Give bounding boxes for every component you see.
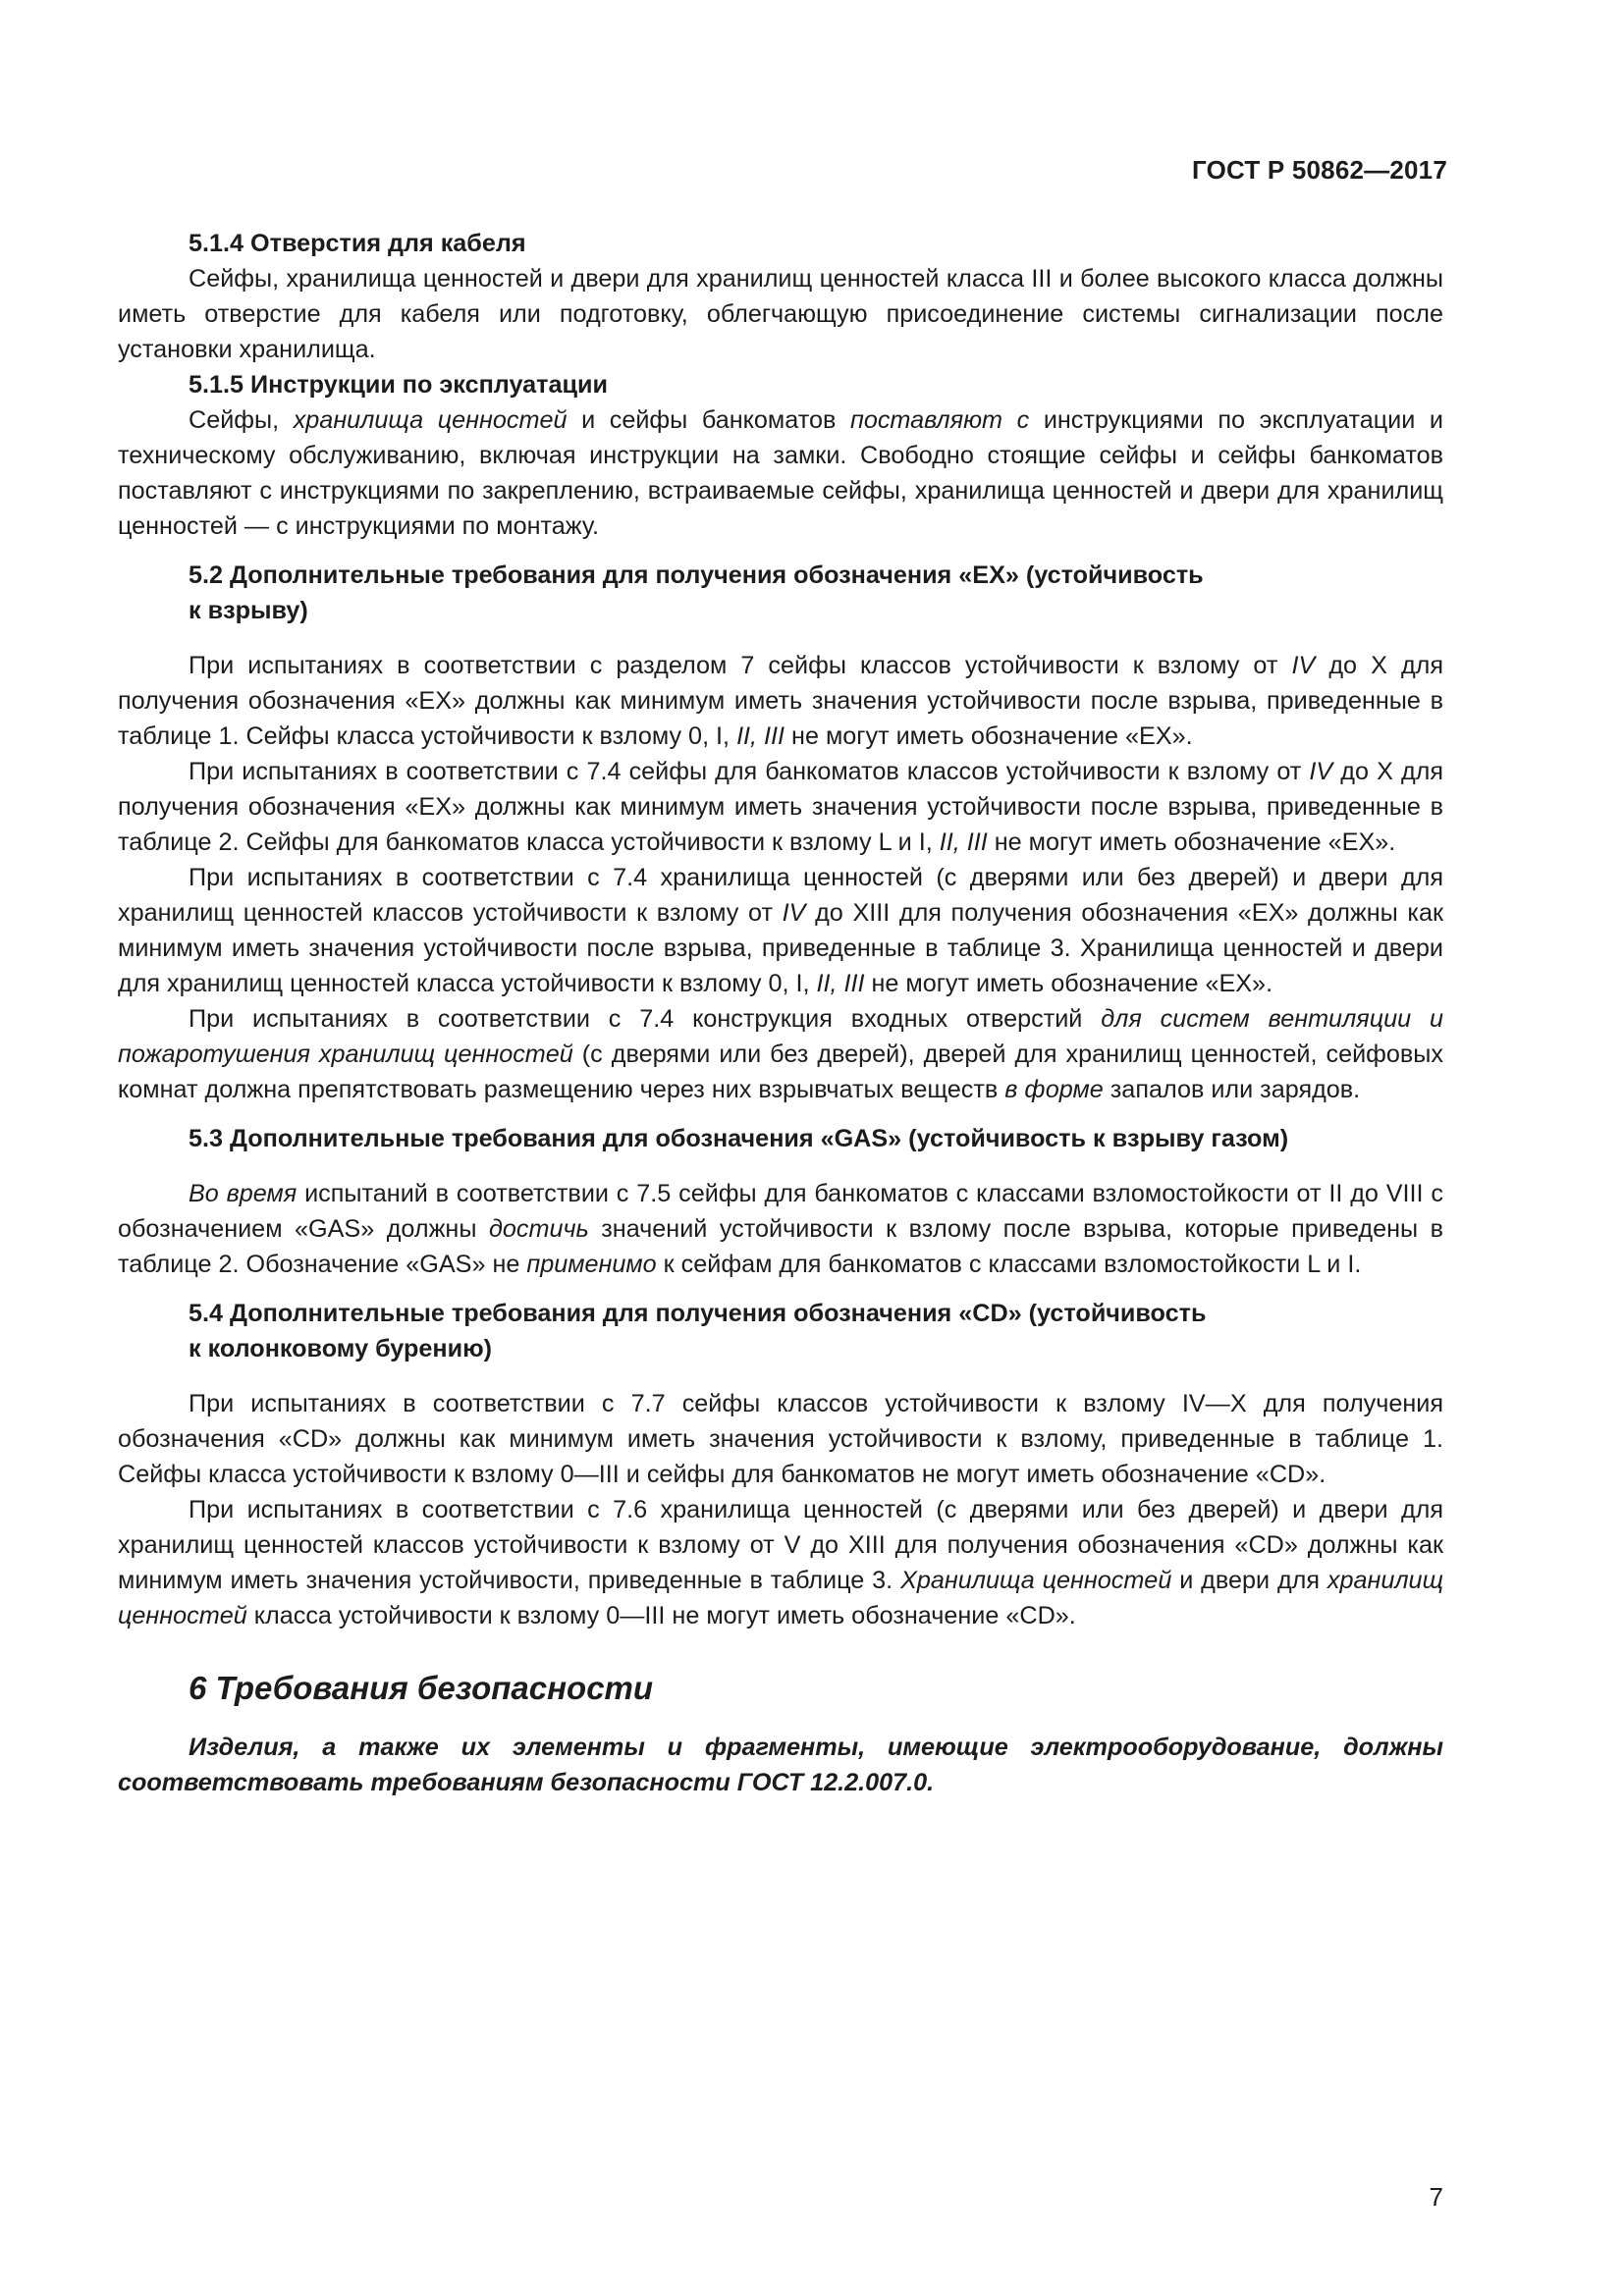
section-5-3-title: 5.3 Дополнительные требования для обозначения «GAS» (устойчивость к взрыву газом) <box>189 1125 1289 1152</box>
section-5-2-title: 5.2 Дополнительные требования для получения обозначения «EX» (устойчивость к взрыву) <box>189 561 1204 624</box>
section-5-1-4-paragraph: Сейфы, хранилища ценностей и двери для хранилищ ценностей класса III и более высокого класса должны иметь отверстие для кабеля или подготовку, облегчающую присоединение системы сигнализации после установки хранилища. <box>118 265 1443 363</box>
section-5-1-5-paragraph: Сейфы, хранилища ценностей и сейфы банкоматов поставляют с инструкциями по эксплуатации и техническому обслуживанию, включая инструкции на замки. Свободно стоящие сейфы и сейфы банкоматов поставляют с инструкциями по закреплению, встраиваемые сейфы, хранилища ценностей и двери для хранилищ ценностей — с инструкциями по монтажу. <box>118 406 1443 540</box>
section-5-2-paragraph-4: При испытаниях в соответствии с 7.4 конструкция входных отверстий для систем вентиляции и пожаротушения хранилищ ценностей (с дверями или без дверей), дверей для хранилищ ценностей, сейфовых комнат должна препятствовать размещению через них взрывчатых веществ в форме запалов или зарядов. <box>118 1005 1443 1103</box>
section-5-4-paragraph-1: При испытаниях в соответствии с 7.7 сейфы классов устойчивости к взлому IV—X для получения обозначения «CD» должны как минимум иметь значения устойчивости к взлому, приведенные в таблице 1. Сейфы класса устойчивости к взлому 0—III и сейфы для банкоматов не могут иметь обозначение «CD». <box>118 1390 1443 1488</box>
section-5-1-5-title: 5.1.5 Инструкции по эксплуатации <box>189 371 608 399</box>
section-5-2-paragraph-3: При испытаниях в соответствии с 7.4 хранилища ценностей (с дверями или без дверей) и двери для хранилищ ценностей классов устойчивости к взлому от IV до XIII для получения обозначения «EX» должны как минимум иметь значения устойчивости после взрыва, приведенные в таблице 3. Хранилища ценностей и двери для хранилищ ценностей класса устойчивости к взлому 0, I, II, III не могут иметь обозначение «EX». <box>118 864 1443 997</box>
section-6-title: 6 Требования безопасности <box>189 1670 654 1706</box>
section-5-4-paragraph-2: При испытаниях в соответствии с 7.6 хранилища ценностей (с дверями или без дверей) и двери для хранилищ ценностей классов устойчивости к взлому от V до XIII для получения обозначения «CD» должны как минимум иметь значения устойчивости, приведенные в таблице 3. Хранилища ценностей и двери для хранилищ ценностей класса устойчивости к взлому 0—III не могут иметь обозначение «CD». <box>118 1496 1444 1629</box>
section-6-paragraph: Изделия, а также их элементы и фрагменты, имеющие электрооборудование, должны соответствовать требованиям безопасности ГОСТ 12.2.007.0. <box>118 1734 1443 1796</box>
section-5-2-paragraph-1: При испытаниях в соответствии с разделом 7 сейфы классов устойчивости к взлому от IV до X для получения обозначения «EX» должны как минимум иметь значения устойчивости после взрыва, приведенные в таблице 1. Сейфы класса устойчивости к взлому 0, I, II, III не могут иметь обозначение «EX». <box>118 652 1444 750</box>
section-5-1-4-title: 5.1.4 Отверстия для кабеля <box>189 230 526 257</box>
section-5-2-paragraph-2: При испытаниях в соответствии с 7.4 сейфы для банкоматов классов устойчивости к взлому от IV до X для получения обозначения «EX» должны как минимум иметь значения устойчивости после взрыва, приведенные в таблице 2. Сейфы для банкоматов класса устойчивости к взлому L и I, II, III не могут иметь обозначение «EX». <box>118 758 1443 856</box>
page-content <box>118 226 1443 1800</box>
section-5-4-title: 5.4 Дополнительные требования для получения обозначения «CD» (устойчивость к колонковому бурению) <box>189 1300 1207 1362</box>
document-code-header: ГОСТ Р 50862—2017 <box>1192 155 1447 185</box>
page-number: 7 <box>1429 2182 1443 2212</box>
section-5-3-paragraph: Во время испытаний в соответствии с 7.5 сейфы для банкоматов с классами взломостойкости от II до VIII с обозначением «GAS» должны достичь значений устойчивости к взлому после взрыва, которые приведены в таблице 2. Обозначение «GAS» не применимо к сейфам для банкоматов с классами взломостойкости L и I. <box>118 1180 1444 1278</box>
